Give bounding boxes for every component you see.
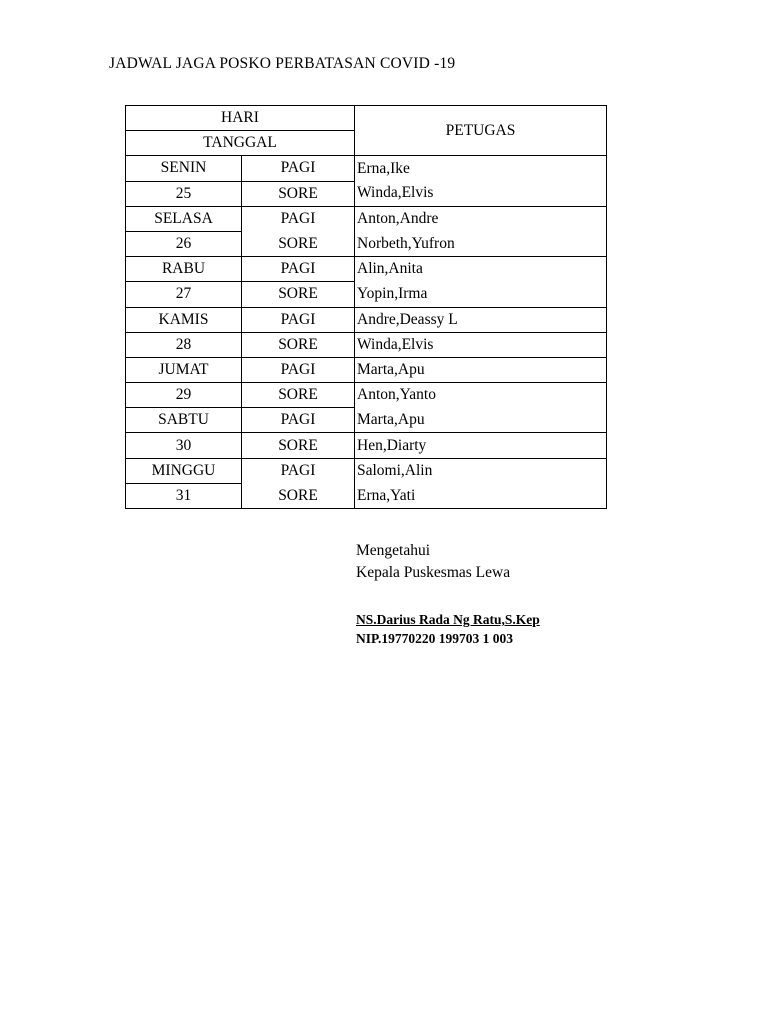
- staff-cell: Andre,Deassy L: [355, 307, 607, 332]
- staff-cell: Anton,Yanto: [355, 383, 607, 408]
- staff-cell: Yopin,Irma: [355, 282, 607, 307]
- acknowledged-label: Mengetahui: [356, 542, 431, 559]
- shift-cell: PAGI: [242, 206, 355, 231]
- table-row: [126, 433, 607, 458]
- table-row: [126, 357, 607, 382]
- shift-cell: PAGI: [242, 307, 355, 332]
- document-title: JADWAL JAGA POSKO PERBATASAN COVID -19: [109, 55, 456, 72]
- table-row: [126, 307, 607, 332]
- staff-cell: Salomi,Alin: [355, 458, 607, 483]
- shift-cell: PAGI: [242, 257, 355, 282]
- shift-cell: SORE: [242, 181, 355, 206]
- acknowledgement-block: [356, 540, 510, 584]
- staff-cell: Erna,Yati: [355, 483, 607, 508]
- table-row: [126, 282, 607, 307]
- staff-cell: Winda,Elvis: [355, 181, 607, 206]
- table-row: [126, 181, 607, 206]
- day-cell: SENIN: [126, 156, 242, 181]
- table-row: [126, 156, 607, 181]
- staff-cell: Winda,Elvis: [355, 332, 607, 357]
- date-cell: 31: [126, 483, 242, 508]
- table-row: [126, 483, 607, 508]
- day-cell: SELASA: [126, 206, 242, 231]
- day-cell: JUMAT: [126, 357, 242, 382]
- shift-cell: SORE: [242, 433, 355, 458]
- table-row: [126, 257, 607, 282]
- shift-cell: PAGI: [242, 408, 355, 433]
- shift-cell: PAGI: [242, 357, 355, 382]
- signatory-nip: NIP.19770220 199703 1 003: [356, 631, 514, 646]
- staff-cell: Marta,Apu: [355, 357, 607, 382]
- day-cell: SABTU: [126, 408, 242, 433]
- date-cell: 28: [126, 332, 242, 357]
- staff-cell: Hen,Diarty: [355, 433, 607, 458]
- shift-cell: SORE: [242, 483, 355, 508]
- day-cell: RABU: [126, 257, 242, 282]
- staff-cell: Alin,Anita: [355, 257, 607, 282]
- header-day: HARI: [126, 106, 355, 131]
- date-cell: 29: [126, 383, 242, 408]
- date-cell: 27: [126, 282, 242, 307]
- shift-cell: SORE: [242, 383, 355, 408]
- staff-cell: Norbeth,Yufron: [355, 231, 607, 256]
- shift-cell: SORE: [242, 231, 355, 256]
- date-cell: 30: [126, 433, 242, 458]
- staff-cell: Erna,Ike: [355, 156, 607, 181]
- duty-schedule-table: [125, 105, 607, 509]
- shift-cell: PAGI: [242, 458, 355, 483]
- date-cell: 26: [126, 231, 242, 256]
- signature-block: [356, 610, 540, 648]
- header-row-day: [126, 106, 607, 131]
- staff-cell: Anton,Andre: [355, 206, 607, 231]
- position-title: Kepala Puskesmas Lewa: [356, 564, 511, 581]
- header-staff: PETUGAS: [355, 106, 607, 156]
- header-date: TANGGAL: [126, 131, 355, 156]
- table-row: [126, 332, 607, 357]
- table-row: [126, 383, 607, 408]
- table-row: [126, 408, 607, 433]
- day-cell: KAMIS: [126, 307, 242, 332]
- shift-cell: SORE: [242, 332, 355, 357]
- signatory-name: NS.Darius Rada Ng Ratu,S.Kep: [356, 612, 540, 627]
- shift-cell: SORE: [242, 282, 355, 307]
- table-row: [126, 206, 607, 231]
- day-cell: MINGGU: [126, 458, 242, 483]
- table-row: [126, 458, 607, 483]
- table-row: [126, 231, 607, 256]
- shift-cell: PAGI: [242, 156, 355, 181]
- staff-cell: Marta,Apu: [355, 408, 607, 433]
- date-cell: 25: [126, 181, 242, 206]
